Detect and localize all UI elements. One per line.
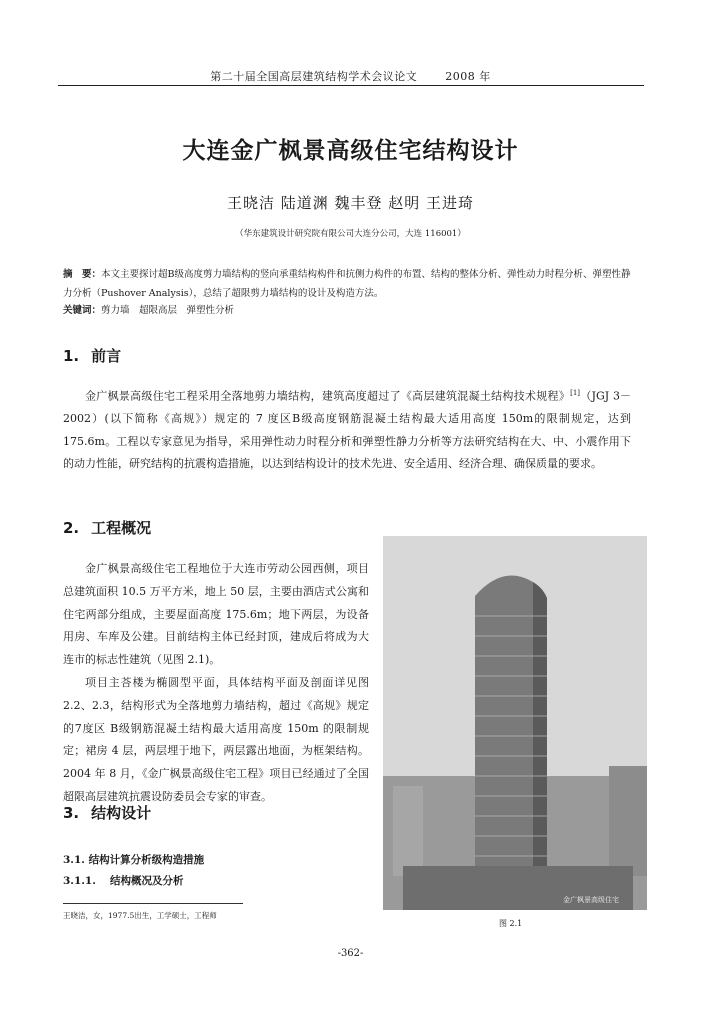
keywords-label: 关键词： xyxy=(63,305,102,316)
section1-text-a: 金广枫景高级住宅工程采用全落地剪力墙结构，建筑高度超过了《高层建筑混凝土结构技术规程》 xyxy=(85,389,571,403)
abstract xyxy=(63,265,631,303)
header-rule xyxy=(58,85,644,86)
footnote-rule xyxy=(63,903,243,904)
running-header xyxy=(0,68,701,84)
affiliation: （华东建筑设计研究院有限公司大连分公司，大连 116001） xyxy=(235,229,466,239)
section2-body xyxy=(63,558,369,809)
section3-number: 3. xyxy=(63,804,80,822)
building-illustration xyxy=(383,536,647,910)
section3-heading xyxy=(63,802,151,823)
section1-paragraph xyxy=(63,382,631,476)
photo-watermark: 金广枫景高级住宅 xyxy=(563,896,619,904)
figure-caption: 图 2.1 xyxy=(499,919,523,928)
header-conference: 第二十届全国高层建筑结构学术会议论文 xyxy=(210,70,418,83)
authors: 王晓洁 陆道渊 魏丰登 赵明 王进琦 xyxy=(226,194,475,212)
section2-title: 工程概况 xyxy=(91,519,152,537)
section3-title: 结构设计 xyxy=(91,804,152,822)
header-year: 2008 年 xyxy=(445,70,491,83)
section1-heading xyxy=(63,345,121,366)
author-footnote: 王晓洁，女，1977.5出生，工学硕士，工程师 xyxy=(63,911,217,920)
section1-body xyxy=(63,382,631,476)
building-photo xyxy=(383,536,647,910)
subsection-3-1-1: 3.1.1. 结构概况及分析 xyxy=(63,875,184,887)
abstract-label: 摘 要： xyxy=(63,269,102,280)
paper-title: 大连金广枫景高级住宅结构设计 xyxy=(182,137,519,164)
subsection-3-1: 3.1. 结构计算分析级构造措施 xyxy=(63,854,205,866)
abstract-text: 本文主要探讨超B级高度剪力墙结构的竖向承重结构构件和抗侧力构件的布置、结构的整体分析、弹性动力时程分析、弹塑性静力分析（Pushover Analysis），总结了超限剪力墙结构的设计及构造方法。 xyxy=(63,269,631,299)
section1-text-b: （JGJ 3－2002）(以下简称《高规》）规定的 7 度区B级高度钢筋混凝土结构最大适用高度 150m的限制规定，达到 175.6m。工程以专家意见为指导，采用弹性动力时程分析和弹塑性静力分析等方法研究结构在大、中、小震作用下的动力性能，研究结构的抗震构造措施，以达到结构设计的技术先进、安全适用、经济合理、确保质量的要求。 xyxy=(63,389,631,471)
section1-title: 前言 xyxy=(91,347,122,365)
section2-paragraph-2: 项目主荅楼为椭圆型平面，具体结构平面及剖面详见图 2.2、2.3，结构形式为全落地剪力墙结构，超过《高规》规定的7度区 B级钢筋混凝土结构最大适用高度 150m 的限制规定；裙房 4 层，两层埋于地下，两层露出地面，为框架结构。2004 年 8 月，《金广枫景高级住宅工程》项目已经通过了全国超限高层建筑抗震设防委员会专家的审查。 xyxy=(63,675,369,803)
section2-heading xyxy=(63,517,151,538)
section2-paragraph-1: 金广枫景高级住宅工程地位于大连市劳动公园西侧，项目总建筑面积 10.5 万平方米，地上 50 层，主要由酒店式公寓和住宅两部分组成，主要屋面高度 175.6m；地下两层，为设备用房、车库及公建。目前结构主体已经封顶，建成后将成为大连市的标志性建筑（见图 2.1)。 xyxy=(63,562,369,667)
keywords xyxy=(63,302,234,316)
section2-number: 2. xyxy=(63,519,80,537)
keywords-text: 剪力墙 超限高层 弹塑性分析 xyxy=(101,305,235,316)
page-number: -362- xyxy=(337,948,364,959)
section1-number: 1. xyxy=(63,347,80,365)
citation-ref: [1] xyxy=(570,389,581,397)
